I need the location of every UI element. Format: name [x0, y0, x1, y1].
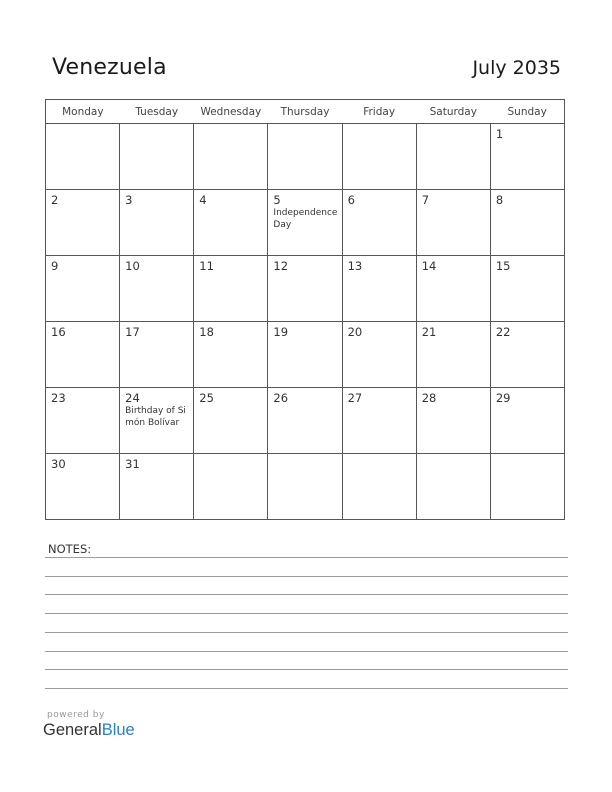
- month-year-title: July 2035: [472, 57, 561, 79]
- day-cell: [342, 454, 416, 520]
- holiday-label: Birthday of Simón Bolívar: [125, 406, 186, 428]
- note-line: [45, 613, 568, 614]
- day-cell: [120, 256, 194, 322]
- day-cell: [46, 124, 120, 190]
- day-number: 1: [495, 127, 504, 141]
- day-cell: [120, 454, 194, 520]
- day-number: 20: [347, 325, 363, 339]
- day-number: 2: [51, 193, 59, 207]
- day-number: 4: [199, 193, 207, 207]
- country-title: Venezuela: [52, 55, 167, 80]
- day-number: 29: [495, 391, 511, 405]
- day-number: 25: [199, 391, 214, 405]
- day-cell: [46, 454, 120, 520]
- day-cell: [268, 256, 342, 322]
- day-number: 28: [421, 391, 437, 405]
- day-number: 18: [199, 325, 214, 339]
- day-number: 21: [421, 325, 437, 339]
- day-number: 15: [495, 259, 511, 273]
- day-number: 7: [421, 193, 430, 207]
- day-cell: [194, 190, 268, 256]
- day-cell: [416, 322, 490, 388]
- note-line: [45, 651, 568, 652]
- day-cell: [342, 190, 416, 256]
- day-number: 27: [347, 391, 363, 405]
- day-cell: [490, 256, 564, 322]
- day-cell: [120, 190, 194, 256]
- day-number: 30: [51, 457, 66, 471]
- day-cell: [120, 124, 194, 190]
- note-line: [45, 669, 568, 670]
- day-cell: [490, 322, 564, 388]
- calendar-body: [46, 124, 565, 520]
- weekday-header-row: [46, 100, 565, 124]
- day-number: 6: [347, 193, 355, 207]
- day-number: 23: [51, 391, 66, 405]
- day-cell: [342, 256, 416, 322]
- day-number: 9: [51, 259, 59, 273]
- day-cell: [120, 322, 194, 388]
- day-number: 19: [273, 325, 289, 339]
- day-cell: [268, 124, 342, 190]
- day-cell: [194, 124, 268, 190]
- weekday-thursday: Thursday: [268, 100, 342, 124]
- day-cell: [194, 454, 268, 520]
- day-cell: [268, 388, 342, 454]
- notes-label: NOTES:: [48, 542, 92, 556]
- day-cell: [416, 256, 490, 322]
- brand-general: General: [43, 721, 102, 739]
- day-number: 24: [125, 391, 140, 405]
- day-cell: [268, 190, 342, 256]
- day-cell: [416, 124, 490, 190]
- day-cell: [342, 388, 416, 454]
- week-row: [46, 124, 565, 190]
- note-line: [45, 557, 568, 558]
- day-cell: [416, 454, 490, 520]
- calendar-grid: [45, 99, 565, 520]
- day-number: 11: [199, 259, 214, 273]
- day-number: 17: [125, 325, 140, 339]
- note-line: [45, 688, 568, 689]
- week-row: [46, 388, 565, 454]
- day-cell: [268, 322, 342, 388]
- day-number: 13: [347, 259, 363, 273]
- holiday-label: Independence Day: [273, 208, 338, 230]
- powered-by-text: powered by: [47, 710, 105, 720]
- note-line: [45, 632, 568, 633]
- day-cell: [268, 454, 342, 520]
- day-number: 10: [125, 259, 140, 273]
- day-number: 16: [51, 325, 66, 339]
- day-cell: [416, 388, 490, 454]
- day-cell: [490, 190, 564, 256]
- day-cell: [120, 388, 194, 454]
- weekday-friday: Friday: [342, 100, 416, 124]
- day-cell: [490, 124, 564, 190]
- weekday-monday: Monday: [46, 100, 120, 124]
- day-number: 8: [495, 193, 504, 207]
- weekday-tuesday: Tuesday: [120, 100, 194, 124]
- weekday-saturday: Saturday: [416, 100, 490, 124]
- week-row: [46, 256, 565, 322]
- day-cell: [46, 256, 120, 322]
- day-number: 5: [273, 193, 281, 207]
- note-line: [45, 594, 568, 595]
- day-number: 12: [273, 259, 289, 273]
- week-row: [46, 322, 565, 388]
- week-row: [46, 190, 565, 256]
- day-number: 22: [495, 325, 511, 339]
- day-cell: [46, 388, 120, 454]
- day-cell: [194, 322, 268, 388]
- weekday-sunday: Sunday: [490, 100, 564, 124]
- day-cell: [416, 190, 490, 256]
- day-number: 26: [273, 391, 289, 405]
- brand-blue: Blue: [101, 721, 135, 739]
- day-cell: [46, 190, 120, 256]
- day-cell: [342, 124, 416, 190]
- day-cell: [194, 388, 268, 454]
- note-line: [45, 576, 568, 577]
- weekday-wednesday: Wednesday: [194, 100, 268, 124]
- day-number: 3: [125, 193, 133, 207]
- day-number: 31: [125, 457, 140, 471]
- day-number: 14: [421, 259, 437, 273]
- day-cell: [490, 454, 564, 520]
- day-cell: [490, 388, 564, 454]
- day-cell: [46, 322, 120, 388]
- day-cell: [194, 256, 268, 322]
- day-cell: [342, 322, 416, 388]
- brand-logo: [43, 721, 135, 740]
- week-row: [46, 454, 565, 520]
